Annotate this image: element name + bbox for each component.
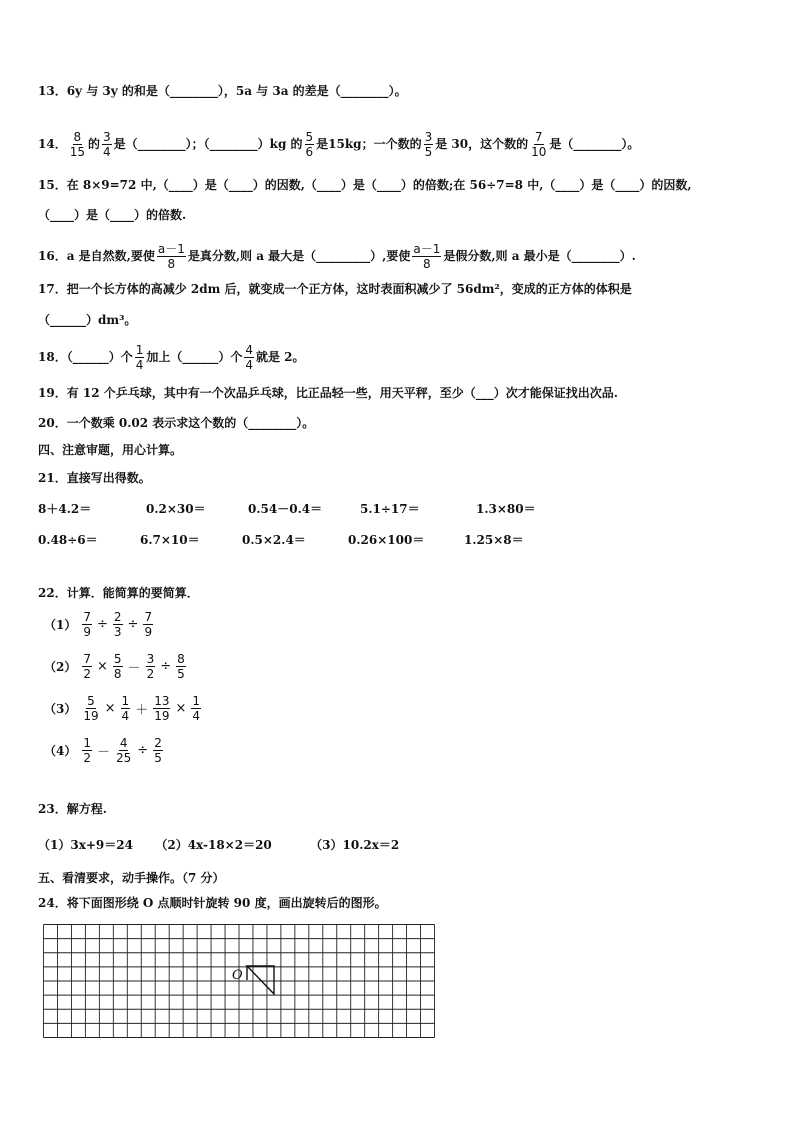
question-19: 19．有 12 个乒乓球，其中有一个次品乒乓球，比正品轻一些，用天平秤，至少（___）次才能保证找出次品. xyxy=(38,386,618,400)
q14-text: 是 30，这个数的 xyxy=(435,137,529,151)
calc-item: 0.54－0.4＝ xyxy=(248,502,323,516)
expression-3: （3） $\frac{5}{19}$ × $\frac{1}{4}$ ＋ $\frac{13}{19}$ × $\frac{1}{4}$ xyxy=(44,694,201,723)
expression-2: （2） $\frac{7}{2}$ × $\frac{5}{8}$ － $\frac{3}{2}$ ÷ $\frac{8}{5}$ xyxy=(44,652,185,681)
equation-3: （3）10.2x＝2 xyxy=(310,838,400,852)
question-22: 22．计算．能简算的要简算． xyxy=(38,586,199,600)
question-21: 21．直接写出得数。 xyxy=(38,471,151,485)
equation-1: （1）3x+9＝24 xyxy=(38,838,133,852)
question-14 xyxy=(38,130,639,159)
fraction: $\frac{3}{5}$ xyxy=(424,130,433,159)
rotation-grid xyxy=(43,924,435,1040)
fraction: $\frac{1}{4}$ xyxy=(135,343,144,372)
question-24: 24．将下面图形绕 O 点顺时针旋转 90 度，画出旋转后的图形。 xyxy=(38,896,387,910)
q18-text: 加上（______）个 xyxy=(146,350,243,364)
section-5-heading: 五、看清要求，动手操作。（7 分） xyxy=(38,871,225,885)
question-20: 20．一个数乘 0.02 表示求这个数的（________）。 xyxy=(38,416,315,430)
calc-item: 0.5×2.4＝ xyxy=(242,533,306,547)
question-17-line1: 17．把一个长方体的高减少 2dm 后，就变成一个正方体，这时表面积减少了 56dm²，变成的正方体的体积是 xyxy=(38,282,632,296)
q14-text: 是（________）。 xyxy=(549,137,640,151)
point-o-label: O xyxy=(232,968,243,983)
expression-1: （1） $\frac{7}{9}$ ÷ $\frac{2}{3}$ ÷ $\frac{7}{9}$ xyxy=(44,610,153,639)
figure-triangle xyxy=(247,966,274,994)
question-23: 23．解方程. xyxy=(38,802,107,816)
fraction: $\frac{7}{10}$ xyxy=(531,130,547,159)
question-17-line2: （______）dm³。 xyxy=(38,313,137,327)
fraction: $\frac{4}{4}$ xyxy=(245,343,253,372)
calc-item: 1.25×8＝ xyxy=(464,533,524,547)
fraction: $\frac{a-1}{8}$ xyxy=(413,242,441,271)
question-15-line1: 15．在 8×9=72 中,（____）是（____）的因数,（____）是（____）的倍数;在 56÷7=8 中,（____）是（____）的因数, xyxy=(38,178,692,192)
fraction: $\frac{8}{15}$ xyxy=(69,130,85,159)
calc-item: 1.3×80＝ xyxy=(476,502,536,516)
question-18 xyxy=(38,343,305,372)
q16-text: 16．a 是自然数,要使 xyxy=(38,249,155,263)
equation-2: （2）4x-18×2＝20 xyxy=(155,838,272,852)
fraction: $\frac{3}{4}$ xyxy=(103,130,111,159)
equations xyxy=(38,837,399,853)
question-15-line2: （____）是（____）的倍数. xyxy=(38,208,187,222)
q16-text: 是假分数,则 a 最小是（________）. xyxy=(443,249,636,263)
q18-text: 就是 2。 xyxy=(256,350,305,364)
q14-text: 的 xyxy=(87,137,100,151)
q14-text: 是（________）；（________）kg 的 xyxy=(113,137,303,151)
calc-item: 0.26×100＝ xyxy=(348,533,425,547)
section-4-heading: 四、注意审题，用心计算。 xyxy=(38,443,183,457)
question-16 xyxy=(38,242,636,271)
fraction: $\frac{5}{6}$ xyxy=(305,130,314,159)
q14-number: 14． xyxy=(38,137,67,151)
expression-4: （4） $\frac{1}{2}$ － $\frac{4}{25}$ ÷ $\frac{2}{5}$ xyxy=(44,736,162,765)
calc-item: 6.7×10＝ xyxy=(140,533,200,547)
q16-text: 是真分数,则 a 最大是（_________）,要使 xyxy=(187,249,411,263)
calc-item: 5.1÷17＝ xyxy=(360,502,420,516)
calc-item: 0.2×30＝ xyxy=(146,502,206,516)
fraction: $\frac{a-1}{8}$ xyxy=(157,242,185,271)
calc-item: 8＋4.2＝ xyxy=(38,502,92,516)
q14-text: 是15kg；一个数的 xyxy=(316,137,422,151)
calc-item: 0.48÷6＝ xyxy=(38,533,98,547)
question-13: 13．6y 与 3y 的和是（________），5a 与 3a 的差是（________）。 xyxy=(38,84,407,98)
q18-text: 18．（______）个 xyxy=(38,350,133,364)
